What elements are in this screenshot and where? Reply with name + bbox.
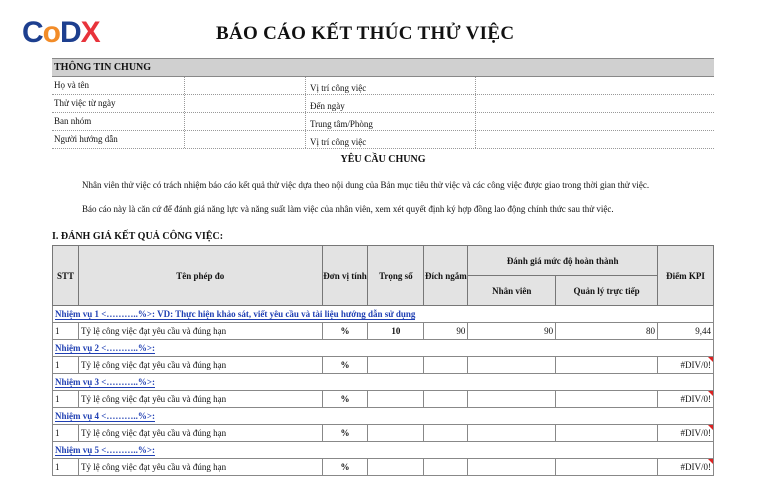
row-weight[interactable]: 10 <box>368 323 424 340</box>
info-row <box>52 113 714 131</box>
logo-letter-o: o <box>42 16 60 49</box>
kpi-table <box>52 245 714 476</box>
row-unit: % <box>322 357 368 374</box>
info-label-left: Ban nhóm <box>54 116 92 126</box>
task-label-cell <box>53 374 714 391</box>
info-label-right: Đến ngày <box>306 95 476 112</box>
general-info-rows <box>52 77 714 149</box>
header-kpi: Điểm KPI <box>658 246 714 306</box>
task-label: Nhiệm vụ 5 <………..%>: <box>55 445 156 455</box>
logo-letter-d: D <box>60 16 81 49</box>
kpi-row <box>53 391 714 408</box>
row-kpi-score: #DIV/0! <box>658 425 714 442</box>
row-staff-score[interactable] <box>468 391 556 408</box>
row-staff-score[interactable] <box>468 425 556 442</box>
kpi-row <box>53 357 714 374</box>
info-value-left[interactable] <box>184 95 306 112</box>
row-weight[interactable] <box>368 357 424 374</box>
logo-letter-x: X <box>80 16 100 49</box>
codx-logo <box>22 16 100 50</box>
info-value-right[interactable] <box>476 77 714 94</box>
task-header-row <box>53 340 714 357</box>
info-label-right: Vị trí công việc <box>306 131 476 148</box>
header-manager: Quản lý trực tiếp <box>556 276 658 306</box>
task-label-cell <box>53 442 714 459</box>
info-value-left[interactable] <box>184 113 306 130</box>
row-manager-score[interactable] <box>556 425 658 442</box>
info-value-left[interactable] <box>184 77 306 94</box>
info-label-left: Họ và tên <box>54 80 89 90</box>
row-manager-score[interactable]: 80 <box>556 323 658 340</box>
row-stt: 1 <box>53 391 79 408</box>
info-row <box>52 131 714 149</box>
kpi-table-body <box>53 306 714 476</box>
row-unit: % <box>322 425 368 442</box>
row-stt: 1 <box>53 459 79 476</box>
row-target[interactable] <box>424 459 468 476</box>
task-header-row <box>53 408 714 425</box>
row-measure: Tỷ lệ công việc đạt yêu cầu và đúng hạn <box>78 459 322 476</box>
header-stt: STT <box>53 246 79 306</box>
task-label: Nhiệm vụ 4 <………..%>: <box>55 411 156 421</box>
header-staff: Nhân viên <box>468 276 556 306</box>
kpi-row <box>53 459 714 476</box>
row-unit: % <box>322 459 368 476</box>
row-staff-score[interactable] <box>468 459 556 476</box>
task-header-row <box>53 306 714 323</box>
row-weight[interactable] <box>368 459 424 476</box>
info-label-right: Vị trí công việc <box>306 77 476 94</box>
row-kpi-score: #DIV/0! <box>658 459 714 476</box>
row-staff-score[interactable]: 90 <box>468 323 556 340</box>
info-value-right[interactable] <box>476 113 714 130</box>
header-evaluation: Đánh giá mức độ hoàn thành <box>468 246 658 276</box>
info-label-left: Thử việc từ ngày <box>54 98 116 108</box>
row-kpi-score: #DIV/0! <box>658 391 714 408</box>
row-weight[interactable] <box>368 391 424 408</box>
info-value-right[interactable] <box>476 131 714 148</box>
kpi-row <box>53 425 714 442</box>
requirements-paragraph-1: Nhân viên thử việc có trách nhiệm báo cáo kết quả thử việc dựa theo nội dung của Bản mục tiêu thử việc và các công việc được giao trong thời gian thử việc. <box>82 180 650 190</box>
row-measure: Tỷ lệ công việc đạt yêu cầu và đúng hạn <box>78 425 322 442</box>
row-measure: Tỷ lệ công việc đạt yêu cầu và đúng hạn <box>78 357 322 374</box>
task-label: Nhiệm vụ 2 <………..%>: <box>55 343 156 353</box>
row-kpi-score: 9,44 <box>658 323 714 340</box>
row-kpi-score: #DIV/0! <box>658 357 714 374</box>
info-label-left: Người hướng dẫn <box>54 134 118 144</box>
header-target: Đích ngắm <box>424 246 468 306</box>
row-manager-score[interactable] <box>556 459 658 476</box>
kpi-row <box>53 323 714 340</box>
info-label-right: Trung tâm/Phòng <box>306 113 476 130</box>
row-weight[interactable] <box>368 425 424 442</box>
info-value-left[interactable] <box>184 131 306 148</box>
row-unit: % <box>322 323 368 340</box>
row-staff-score[interactable] <box>468 357 556 374</box>
row-unit: % <box>322 391 368 408</box>
general-info-header: THÔNG TIN CHUNG <box>52 58 714 77</box>
requirements-paragraph-2: Báo cáo này là căn cứ để đánh giá năng lực và năng suất làm việc của nhân viên, xem xét quyết định ký hợp đồng lao động chính thức sau thử việc. <box>82 204 614 214</box>
row-measure: Tỷ lệ công việc đạt yêu cầu và đúng hạn <box>78 391 322 408</box>
row-stt: 1 <box>53 323 79 340</box>
task-label-cell <box>53 306 714 323</box>
row-stt: 1 <box>53 357 79 374</box>
task-label-cell <box>53 340 714 357</box>
row-target[interactable] <box>424 391 468 408</box>
row-manager-score[interactable] <box>556 357 658 374</box>
info-row <box>52 95 714 113</box>
task-header-row <box>53 374 714 391</box>
header-unit: Đơn vị tính <box>322 246 368 306</box>
task-label: Nhiệm vụ 3 <………..%>: <box>55 377 156 387</box>
requirements-title: YÊU CẦU CHUNG <box>340 154 426 165</box>
row-stt: 1 <box>53 425 79 442</box>
info-value-right[interactable] <box>476 95 714 112</box>
task-label: Nhiệm vụ 1 <………..%>: VD: Thực hiện khảo sát, viết yêu cầu và tài liệu hướng dẫn sử dụng <box>55 309 416 319</box>
row-measure: Tỷ lệ công việc đạt yêu cầu và đúng hạn <box>78 323 322 340</box>
section-1-title: I. ĐÁNH GIÁ KẾT QUẢ CÔNG VIỆC: <box>52 231 224 242</box>
info-row <box>52 77 714 95</box>
row-manager-score[interactable] <box>556 391 658 408</box>
row-target[interactable]: 90 <box>424 323 468 340</box>
task-header-row <box>53 442 714 459</box>
row-target[interactable] <box>424 425 468 442</box>
task-label-cell <box>53 408 714 425</box>
document-title: BÁO CÁO KẾT THÚC THỬ VIỆC <box>216 23 515 44</box>
report-sheet <box>52 58 714 476</box>
row-target[interactable] <box>424 357 468 374</box>
header-weight: Trọng số <box>368 246 424 306</box>
header-measure-name: Tên phép đo <box>78 246 322 306</box>
logo-letter-c: C <box>22 16 43 49</box>
